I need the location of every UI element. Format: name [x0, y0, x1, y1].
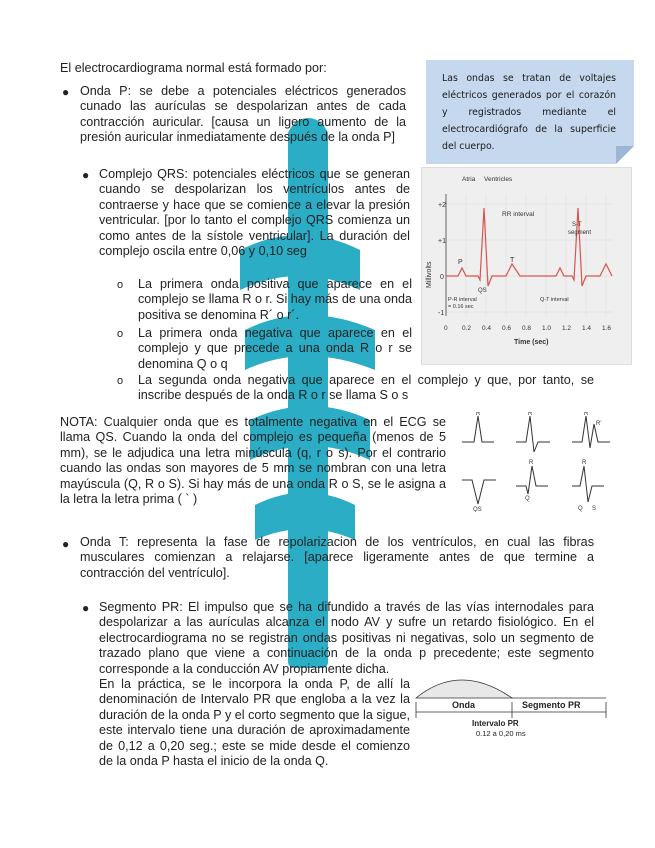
- label-rr: RR interval: [502, 211, 535, 218]
- bullet-dot: ●: [62, 85, 70, 99]
- bullet-dot: ●: [62, 537, 70, 551]
- label-rprime: R': [596, 421, 602, 427]
- intervalo-pr-text: En la práctica, se le incorpora la onda P, de allí la denominación de Intervalo PR que engloba a la vez la duración de la onda P y el corto segmento que la sigue, este intervalo tiene una duración de aproximadamente de 0,12 a 0,20 seg.; este se mide desde el comienzo de la onda P hasta el inicio de la onda Q.: [99, 677, 410, 769]
- label-pr-value: = 0.16 sec: [448, 304, 474, 310]
- ytick: +1: [438, 238, 446, 245]
- callout-text: Las ondas se tratan de voltajes eléctricos generados por el corazón y registrados mediante el electrocardiógrafo de la superficie del cuerpo.: [442, 73, 616, 152]
- label-r: R: [529, 460, 534, 466]
- label-qs: QS: [478, 288, 487, 294]
- xtick: 0.4: [482, 325, 492, 332]
- sub-q-text: La primera onda negativa que aparece en el complejo y que precede a una onda R o r se denomina Q o q: [138, 326, 412, 371]
- qrs-text: Complejo QRS: potenciales eléctricos que se generan cuando se despolarizan los ventrículos antes de contraerse y hace que se comience a elevar la presión ventricular. [por lo tanto el complejo QRS comienza un como antes de la sístole ventricular]. La duración del complejo oscila entre 0,06 y 0,10 seg: [99, 167, 410, 259]
- ytick: -1: [438, 310, 445, 317]
- label-q: Q: [525, 496, 530, 502]
- ytick: +2: [438, 202, 446, 209]
- label-q: Q: [578, 506, 583, 512]
- onda-t-text: Onda T: representa la fase de repolarizacion de los ventrículos, en cual las fibras musculares comienzan a relajarse. [aparece ligeramente antes de que termine a contracción del ventrículo].: [80, 535, 594, 580]
- x-axis-label: Time (sec): [514, 339, 549, 346]
- xtick: 1.2: [562, 325, 572, 332]
- segmento-pr-text: Segmento PR: El impulso que se ha difundido a través de las vías internodales para despolarizar a las aurículas alcanza el nodo AV y sufre un retardo fisiológico. En el electrocardiograma no se registran ondas positivas ni negativas, solo un segmento de trazado plano que viene a continuación de la onda p precedente; este segmento corresponde a la conducción AV propiamente dicha.: [99, 600, 594, 676]
- bullet-dot: ●: [82, 601, 90, 615]
- xtick: 0.2: [462, 325, 472, 332]
- nota-text: NOTA: Cualquier onda que es totalmente negativa en el ECG se llama QS. Cuando la onda del complejo es pequeña (menos de 5 mm), se le adjudica una letra minúscula (q, r o s). Por el contrario cuando las ondas son mayores de 5 mm se nombran con una letra mayúscula (Q, R o S). Si hay más de una onda R o S, se le asigna a la letra la letra prima ( ` ): [60, 415, 446, 507]
- label-ventricles: Ventricles: [484, 176, 513, 183]
- bullet-circle: o: [117, 375, 124, 387]
- ytick: 0: [440, 274, 444, 281]
- xtick: 0.6: [502, 325, 512, 332]
- y-axis-label: Millivolts: [426, 261, 433, 288]
- label-intervalo-pr: Intervalo PR: [472, 719, 519, 728]
- xtick: 1.6: [602, 325, 612, 332]
- bullet-circle: o: [117, 279, 124, 291]
- xtick: 0: [444, 325, 448, 332]
- label-st: S-T: [572, 222, 582, 228]
- callout-note: [426, 60, 634, 164]
- xtick: 1.0: [542, 325, 552, 332]
- xtick: 1.4: [582, 325, 592, 332]
- label-segmento-pr: Segmento PR: [522, 700, 581, 710]
- label-r: R: [476, 412, 481, 417]
- label-s: S: [592, 506, 597, 512]
- sub-r-text: La primera onda positiva que aparece en el complejo se llama R o r. Si hay más de una onda positiva se denomina R´ o r´.: [138, 277, 412, 322]
- ecg-chart: [422, 168, 633, 366]
- sub-s-text: La segunda onda negativa que aparece en el complejo y que, por tanto, se inscribe después de la onda R o r se llama S o s: [138, 373, 594, 403]
- label-atria: Atria: [462, 176, 476, 183]
- bullet-dot: ●: [82, 168, 90, 182]
- intro-text: El electrocardiograma normal está formado por:: [60, 61, 327, 75]
- ecg-figure: [421, 167, 632, 365]
- label-intervalo-range: 0.12 a 0,20 ms: [476, 729, 526, 738]
- label-segment: segment: [568, 230, 592, 236]
- qrs-naming-figure: [460, 412, 630, 512]
- pr-interval-figure: [410, 668, 610, 748]
- label-p: P: [458, 259, 463, 266]
- label-t: T: [510, 257, 515, 264]
- label-pr: P-R interval: [448, 297, 477, 303]
- xtick: 0.8: [522, 325, 532, 332]
- label-onda: Onda: [452, 700, 476, 710]
- label-r: R: [582, 460, 587, 466]
- label-r: R: [528, 412, 533, 417]
- label-r: R: [584, 412, 589, 417]
- onda-p-text: Onda P: se debe a potenciales eléctricos generados cunado las aurículas se despolarizan antes de cada contracción auricular. [causa un ligero aumento de la presión auricular inmediatamente después de la onda P]: [80, 84, 406, 145]
- label-qs: QS: [473, 507, 482, 512]
- bullet-circle: o: [117, 328, 124, 340]
- label-qt: Q-T interval: [540, 297, 569, 303]
